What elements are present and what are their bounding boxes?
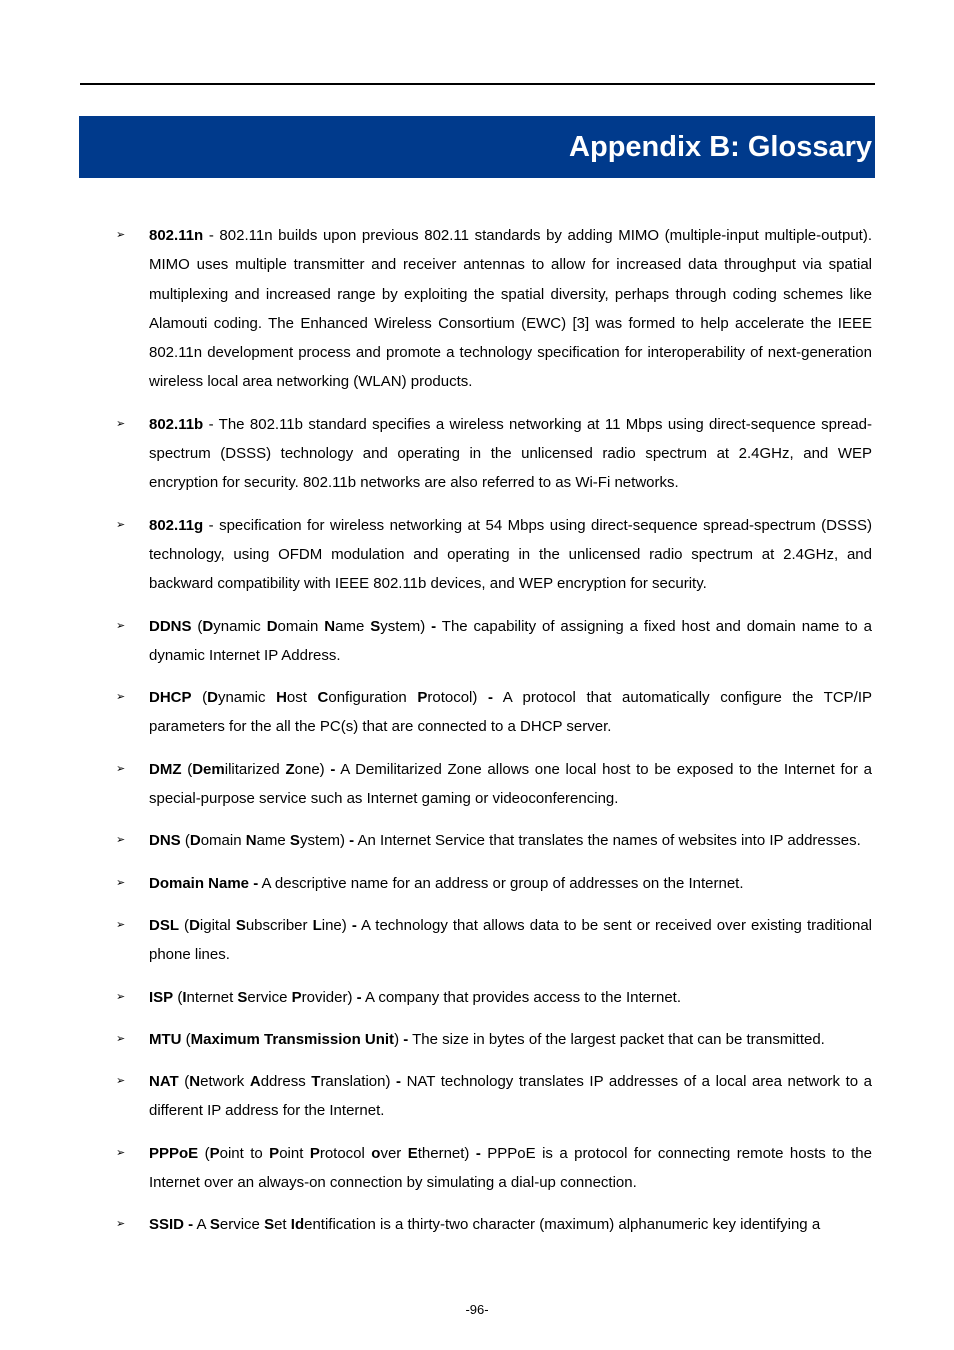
- glossary-entry: [0, 410, 872, 498]
- definition-text: rotocol: [319, 1144, 372, 1162]
- term-bold-text: L: [312, 916, 322, 934]
- glossary-definition: [149, 1067, 872, 1126]
- glossary-definition: [149, 612, 872, 671]
- glossary-entry: [0, 911, 872, 970]
- definition-text: nternet: [186, 988, 238, 1006]
- definition-text: etwork: [200, 1073, 250, 1091]
- term-bold-text: S: [235, 916, 246, 934]
- glossary-definition: [149, 683, 872, 742]
- glossary-definition: [149, 983, 872, 1012]
- arrow-bullet-icon: ➢: [116, 1032, 126, 1045]
- term-bold-text: N: [189, 1073, 201, 1091]
- term-bold-text: S: [370, 617, 381, 635]
- term-bold-text: -: [330, 760, 336, 778]
- term-bold-text: H: [276, 689, 287, 707]
- definition-text: ynamic: [213, 617, 267, 635]
- definition-text: (: [191, 617, 203, 635]
- glossary-entry: [0, 755, 872, 814]
- glossary-entry: [0, 826, 872, 855]
- term-bold-text: P: [209, 1144, 220, 1162]
- definition-text: omain: [200, 832, 246, 850]
- glossary-entry: [0, 221, 872, 397]
- definition-text: (: [181, 1030, 191, 1048]
- definition-text: rovider): [301, 988, 357, 1006]
- term-bold-text: -: [351, 916, 357, 934]
- arrow-bullet-icon: ➢: [116, 691, 126, 704]
- page-number: -96-: [465, 1302, 489, 1317]
- definition-text: ervice: [247, 988, 292, 1006]
- definition-text: one): [294, 760, 331, 778]
- term-bold-text: -: [356, 988, 362, 1006]
- header-rule: [80, 83, 875, 85]
- term-bold-text: T: [311, 1073, 321, 1091]
- glossary-definition: [149, 511, 872, 599]
- term-bold-text: o: [371, 1144, 381, 1162]
- arrow-bullet-icon: ➢: [116, 990, 126, 1003]
- arrow-bullet-icon: ➢: [116, 229, 126, 241]
- term-bold-text: A: [249, 1073, 261, 1091]
- glossary-list: [0, 221, 954, 1253]
- arrow-bullet-icon: ➢: [116, 876, 126, 889]
- arrow-bullet-icon: ➢: [116, 834, 126, 847]
- definition-text: The size in bytes of the largest packet that can be transmitted.: [408, 1030, 825, 1048]
- term-bold-text: Domain Name -: [149, 874, 259, 892]
- definition-text: ame: [335, 617, 371, 635]
- term-bold-text: -: [487, 689, 493, 707]
- term-bold-text: NAT: [149, 1073, 179, 1091]
- arrow-bullet-icon: ➢: [116, 1146, 126, 1159]
- definition-text: ynamic: [217, 689, 277, 707]
- glossary-definition: [149, 1025, 872, 1054]
- definition-text: ranslation): [320, 1073, 397, 1091]
- glossary-definition: [149, 410, 872, 498]
- term-bold-text: I: [182, 988, 187, 1006]
- glossary-definition: [149, 221, 872, 397]
- definition-text: igital: [199, 916, 236, 934]
- glossary-definition: [149, 1139, 872, 1198]
- definition-text: - specification for wireless networking at 54 Mbps using direct-sequence spread-spectrum (DSSS) technology, using OFDM modulation and operating in the unlicensed radio spectrum at 2.4GHz, and backward compatibility with IEEE 802.11b devices, and WEP encryption for security.: [149, 516, 872, 593]
- term-bold-text: D: [189, 832, 201, 850]
- glossary-entry: [0, 1025, 872, 1054]
- term-bold-text: -: [349, 832, 355, 850]
- definition-text: oint: [279, 1144, 310, 1162]
- glossary-definition: [149, 1210, 872, 1239]
- term-bold-text: De: [192, 760, 212, 778]
- term-bold-text: DHCP: [149, 689, 192, 707]
- term-bold-text: SSID -: [149, 1216, 194, 1234]
- definition-text: entification is a thirty-two character (maximum) alphanumeric key identifying a: [304, 1216, 821, 1234]
- term-bold-text: S: [289, 832, 300, 850]
- definition-text: ine): [321, 916, 352, 934]
- term-bold-text: Maximum Transmission Unit: [190, 1030, 395, 1048]
- term-bold-text: PPPoE: [149, 1144, 199, 1162]
- term-bold-text: P: [269, 1144, 280, 1162]
- definition-text: NAT technology translates IP addresses of a local area network to a different IP address for the Internet.: [149, 1073, 872, 1120]
- term-bold-text: DNS: [149, 832, 181, 850]
- definition-text: omain: [277, 617, 325, 635]
- arrow-bullet-icon: ➢: [116, 417, 126, 430]
- definition-text: PPPoE is a protocol for connecting remote hosts to the Internet over an always-on connection by simulating a dial-up connection.: [149, 1144, 872, 1192]
- glossary-entry: [0, 683, 872, 742]
- term-bold-text: S: [237, 988, 248, 1006]
- definition-text: A technology that allows data to be sent or received over existing traditional phone lines.: [149, 916, 872, 964]
- term-bold-text: m: [211, 760, 225, 778]
- term-bold-text: P: [291, 988, 302, 1006]
- glossary-entry: [0, 511, 872, 599]
- arrow-bullet-icon: ➢: [116, 762, 126, 775]
- arrow-bullet-icon: ➢: [116, 518, 126, 531]
- definition-text: (: [179, 916, 190, 934]
- definition-text: The capability of assigning a fixed host and domain name to a dynamic Internet IP Address.: [149, 617, 872, 664]
- term-bold-text: 802.11g: [149, 516, 204, 534]
- page-title: Appendix B: Glossary: [569, 131, 872, 163]
- term-bold-text: D: [207, 689, 218, 707]
- definition-text: (: [181, 760, 193, 778]
- arrow-bullet-icon: ➢: [116, 918, 126, 931]
- definition-text: A descriptive name for an address or group of addresses on the Internet.: [258, 874, 744, 892]
- term-bold-text: S: [264, 1216, 275, 1234]
- term-bold-text: Id: [290, 1216, 305, 1234]
- term-bold-text: DMZ: [149, 760, 182, 778]
- term-bold-text: DDNS: [149, 617, 192, 635]
- definition-text: - The 802.11b standard specifies a wireless networking at 11 Mbps using direct-sequence spread-spectrum (DSSS) technology and operating in the unlicensed radio spectrum at 2.4GHz, and WEP encryption for security. 802.11b networks are also referred to as Wi-Fi networks.: [149, 415, 872, 492]
- glossary-definition: [149, 869, 872, 898]
- term-bold-text: -: [431, 617, 437, 635]
- definition-text: - 802.11n builds upon previous 802.11 standards by adding MIMO (multiple-input multiple-output). MIMO uses multiple transmitter and receiver antennas to allow for increased data throughput via spatial multiplexing and increased range by exploiting the spatial diversity, perhaps through coding schemes like Alamouti coding. The Enhanced Wireless Consortium (EWC) [3] was formed to help accelerate the IEEE 802.11n development process and promote a technology specification for interoperability of next-generation wireless local area networking (WLAN) products.: [149, 227, 872, 391]
- definition-text: onfiguration: [328, 689, 418, 707]
- term-bold-text: D: [202, 617, 214, 635]
- definition-text: ame: [256, 832, 290, 850]
- term-bold-text: -: [475, 1144, 481, 1162]
- term-bold-text: P: [417, 689, 428, 707]
- term-bold-text: E: [407, 1144, 418, 1162]
- definition-text: ddress: [260, 1073, 312, 1091]
- definition-text: (: [178, 1073, 190, 1091]
- glossary-entry: [0, 1210, 872, 1239]
- term-bold-text: MTU: [149, 1030, 182, 1048]
- term-bold-text: C: [317, 689, 329, 707]
- glossary-entry: [0, 612, 872, 671]
- glossary-entry: [0, 869, 872, 898]
- term-bold-text: D: [189, 916, 200, 934]
- definition-text: A Demilitarized Zone allows one local host to be exposed to the Internet for a special-purpose service such as Internet gaming or videoconferencing.: [149, 760, 873, 808]
- definition-text: (: [198, 1144, 210, 1162]
- definition-text: thernet): [417, 1144, 476, 1162]
- arrow-bullet-icon: ➢: [116, 1075, 126, 1088]
- definition-text: ver: [380, 1144, 408, 1162]
- definition-text: A company that provides access to the Internet.: [361, 988, 681, 1006]
- glossary-entry: [0, 1067, 872, 1126]
- definition-text: An Internet Service that translates the names of websites into IP addresses.: [354, 832, 861, 850]
- term-bold-text: 802.11n: [149, 227, 204, 244]
- definition-text: ubscriber: [245, 916, 313, 934]
- term-bold-text: N: [324, 617, 336, 635]
- term-bold-text: DSL: [149, 916, 179, 934]
- definition-text: ost: [286, 689, 318, 707]
- term-bold-text: Z: [285, 760, 295, 778]
- glossary-entry: [0, 1139, 872, 1198]
- definition-text: ervice: [219, 1216, 265, 1234]
- term-bold-text: 802.11b: [149, 415, 204, 433]
- term-bold-text: S: [209, 1216, 220, 1234]
- definition-text: ): [394, 1030, 404, 1048]
- term-bold-text: D: [266, 617, 278, 635]
- definition-text: A protocol that automatically configure the TCP/IP parameters for the all the PC(s) that are connected to a DHCP server.: [149, 689, 872, 736]
- definition-text: ystem): [380, 617, 432, 635]
- glossary-definition: [149, 826, 872, 855]
- glossary-definition: [149, 755, 872, 814]
- arrow-bullet-icon: ➢: [116, 1218, 126, 1231]
- definition-text: oint to: [219, 1144, 270, 1162]
- arrow-bullet-icon: ➢: [116, 619, 126, 632]
- glossary-entry: [0, 983, 872, 1012]
- term-bold-text: -: [403, 1030, 409, 1048]
- definition-text: ystem): [299, 832, 350, 850]
- definition-text: et: [274, 1216, 291, 1234]
- term-bold-text: ISP: [149, 988, 174, 1006]
- title-banner: [79, 116, 875, 178]
- term-bold-text: N: [245, 832, 257, 850]
- term-bold-text: P: [309, 1144, 320, 1162]
- definition-text: A: [193, 1216, 210, 1234]
- definition-text: (: [180, 832, 190, 850]
- term-bold-text: -: [396, 1073, 402, 1091]
- definition-text: (: [191, 689, 208, 707]
- definition-text: ilitarized: [224, 760, 286, 778]
- glossary-definition: [149, 911, 872, 970]
- definition-text: rotocol): [427, 689, 488, 707]
- definition-text: (: [173, 988, 183, 1006]
